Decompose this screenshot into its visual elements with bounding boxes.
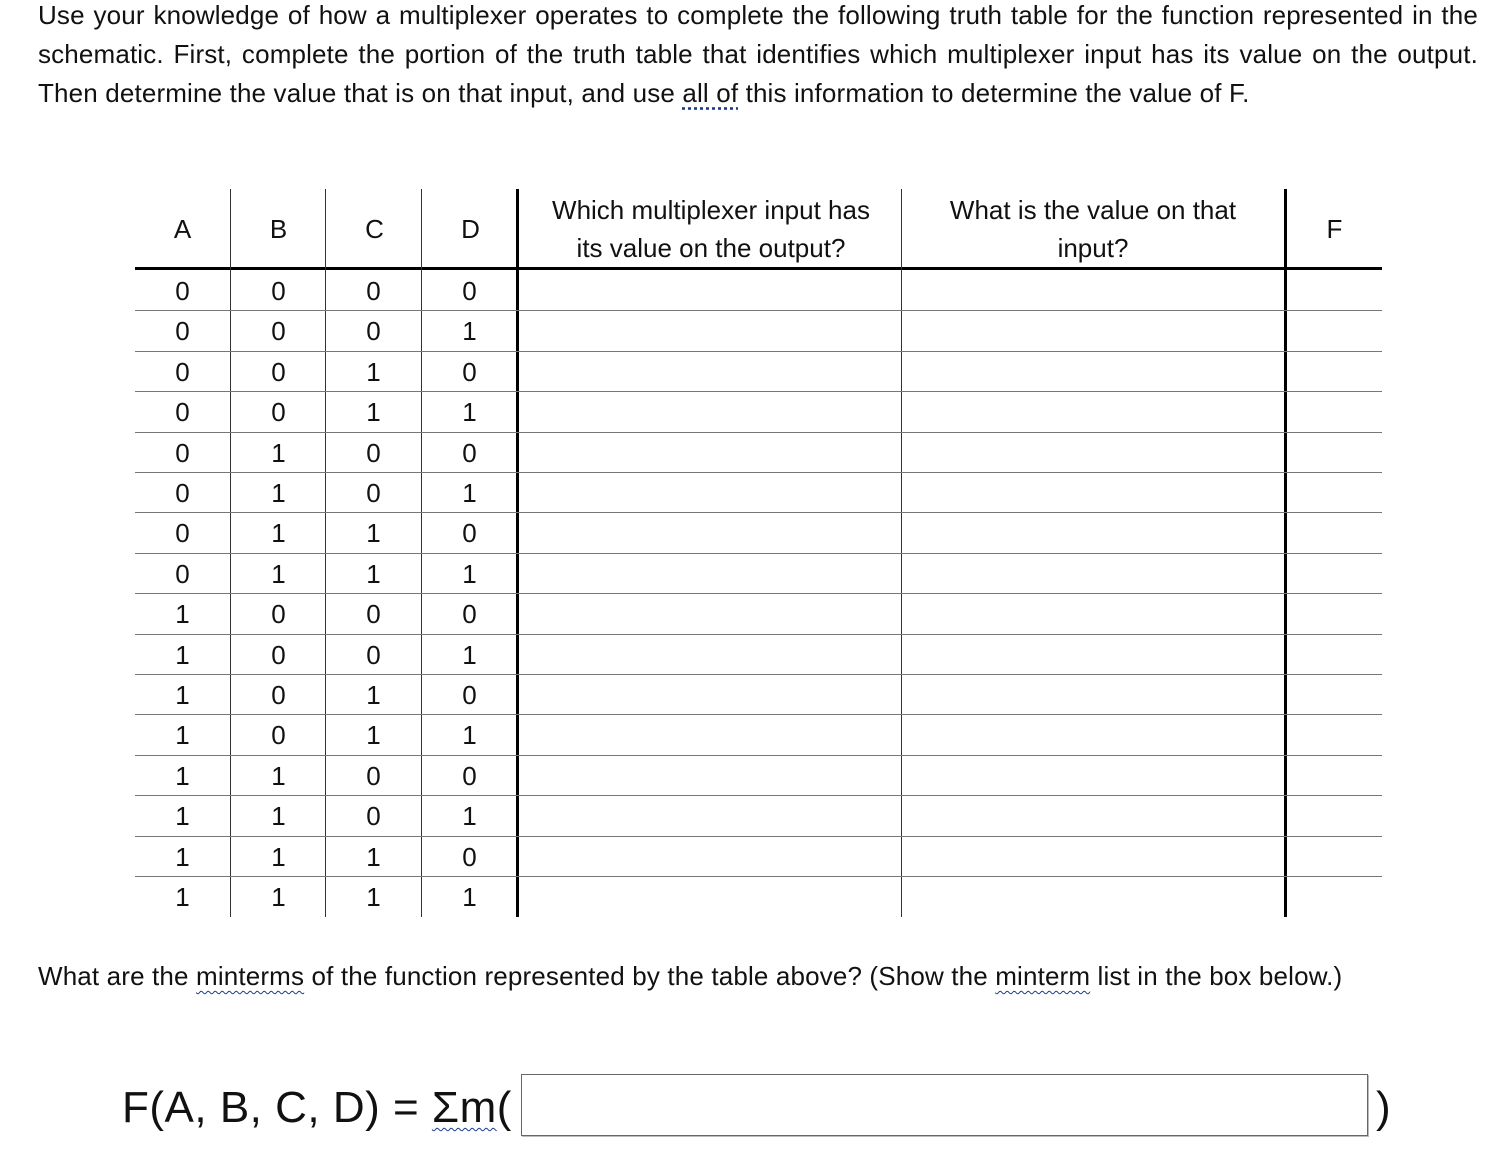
- formula-sigma: Σm: [431, 1083, 497, 1132]
- cell-b: 1: [271, 841, 286, 872]
- cell-d: 1: [462, 800, 477, 831]
- cell-a: 1: [175, 760, 190, 791]
- cell-b: 0: [271, 396, 286, 427]
- cell-d: 0: [462, 841, 477, 872]
- cell-d: 1: [462, 881, 477, 912]
- formula-open-paren: (: [496, 1083, 512, 1132]
- cell-b: 1: [271, 517, 286, 548]
- cell-d: 0: [462, 598, 477, 629]
- header-b: B: [269, 214, 288, 244]
- cell-d: 0: [462, 760, 477, 791]
- cell-d: 1: [462, 315, 477, 346]
- cell-a: 1: [175, 639, 190, 670]
- cell-a: 0: [175, 396, 190, 427]
- cell-a: 1: [175, 841, 190, 872]
- cell-a: 0: [175, 558, 190, 589]
- cell-c: 0: [366, 477, 381, 508]
- cell-c: 0: [366, 315, 381, 346]
- cell-c: 0: [366, 800, 381, 831]
- header-input-value-line2: input?: [1057, 233, 1129, 263]
- cell-d: 1: [462, 477, 477, 508]
- cell-d: 0: [462, 517, 477, 548]
- instructions-text-1: Use your knowledge of how a multiplexer operates to complete the following truth table for the function represented in the schematic. First, complete the portion of the truth table that identifies which multiplexer input has its value on the output. Then determine the value that is on that input, and use: [38, 0, 1478, 108]
- minterm-formula: [122, 1080, 512, 1136]
- cell-a: 1: [175, 800, 190, 831]
- cell-a: 1: [175, 881, 190, 912]
- cell-b: 0: [271, 679, 286, 710]
- cell-a: 1: [175, 598, 190, 629]
- header-which-input-line2: its value on the output?: [576, 233, 846, 263]
- minterm-question-text-2: of the function represented by the table above? (Show the: [304, 961, 996, 991]
- minterm-question-text-1: What are the: [38, 961, 197, 991]
- cell-d: 1: [462, 558, 477, 589]
- cell-c: 1: [366, 517, 381, 548]
- cell-c: 0: [366, 639, 381, 670]
- minterm-question-text-3: list in the box below.): [1090, 961, 1343, 991]
- minterm-question-word-1: minterms: [196, 961, 305, 991]
- cell-c: 1: [366, 356, 381, 387]
- cell-a: 0: [175, 275, 190, 306]
- minterm-question: [38, 957, 1438, 996]
- cell-a: 0: [175, 517, 190, 548]
- cell-c: 0: [366, 760, 381, 791]
- header-divider: [135, 267, 1382, 270]
- cell-d: 0: [462, 437, 477, 468]
- header-which-input-line1: Which multiplexer input has: [552, 195, 870, 225]
- cell-b: 0: [271, 356, 286, 387]
- cell-c: 1: [366, 558, 381, 589]
- cell-b: 1: [271, 800, 286, 831]
- cell-b: 0: [271, 315, 286, 346]
- cell-d: 1: [462, 396, 477, 427]
- cell-c: 1: [366, 679, 381, 710]
- cell-b: 0: [271, 275, 286, 306]
- cell-b: 0: [271, 719, 286, 750]
- cell-a: 0: [175, 437, 190, 468]
- cell-a: 0: [175, 315, 190, 346]
- cell-a: 1: [175, 679, 190, 710]
- header-c: C: [365, 214, 384, 244]
- instructions-text-2: this information to determine the value of F.: [738, 78, 1250, 108]
- cell-c: 1: [366, 396, 381, 427]
- cell-d: 0: [462, 679, 477, 710]
- cell-c: 1: [366, 841, 381, 872]
- cell-d: 0: [462, 275, 477, 306]
- instructions-emphasis: all of: [682, 78, 739, 108]
- cell-c: 1: [366, 719, 381, 750]
- minterm-answer-box[interactable]: [521, 1074, 1368, 1136]
- header-input-value-line1: What is the value on that: [949, 195, 1237, 225]
- cell-b: 1: [271, 437, 286, 468]
- cell-a: 0: [175, 356, 190, 387]
- cell-c: 1: [366, 881, 381, 912]
- header-d: D: [461, 214, 480, 244]
- cell-c: 0: [366, 437, 381, 468]
- header-which-input: [521, 189, 901, 269]
- header-input-value: [902, 189, 1284, 269]
- cell-b: 0: [271, 639, 286, 670]
- header-a: A: [173, 214, 192, 244]
- cell-d: 1: [462, 719, 477, 750]
- minterm-question-word-2: minterm: [995, 961, 1091, 991]
- cell-b: 1: [271, 558, 286, 589]
- cell-c: 0: [366, 598, 381, 629]
- instructions-paragraph: [38, 0, 1478, 113]
- truth-table: [135, 189, 1382, 917]
- cell-b: 1: [271, 760, 286, 791]
- header-f: F: [1326, 214, 1343, 244]
- cell-a: 0: [175, 477, 190, 508]
- cell-a: 1: [175, 719, 190, 750]
- cell-d: 0: [462, 356, 477, 387]
- formula-lhs: F(A, B, C, D) =: [122, 1083, 432, 1132]
- formula-close-paren: ): [1376, 1083, 1391, 1132]
- cell-b: 1: [271, 881, 286, 912]
- cell-d: 1: [462, 639, 477, 670]
- cell-b: 0: [271, 598, 286, 629]
- cell-c: 0: [366, 275, 381, 306]
- cell-b: 1: [271, 477, 286, 508]
